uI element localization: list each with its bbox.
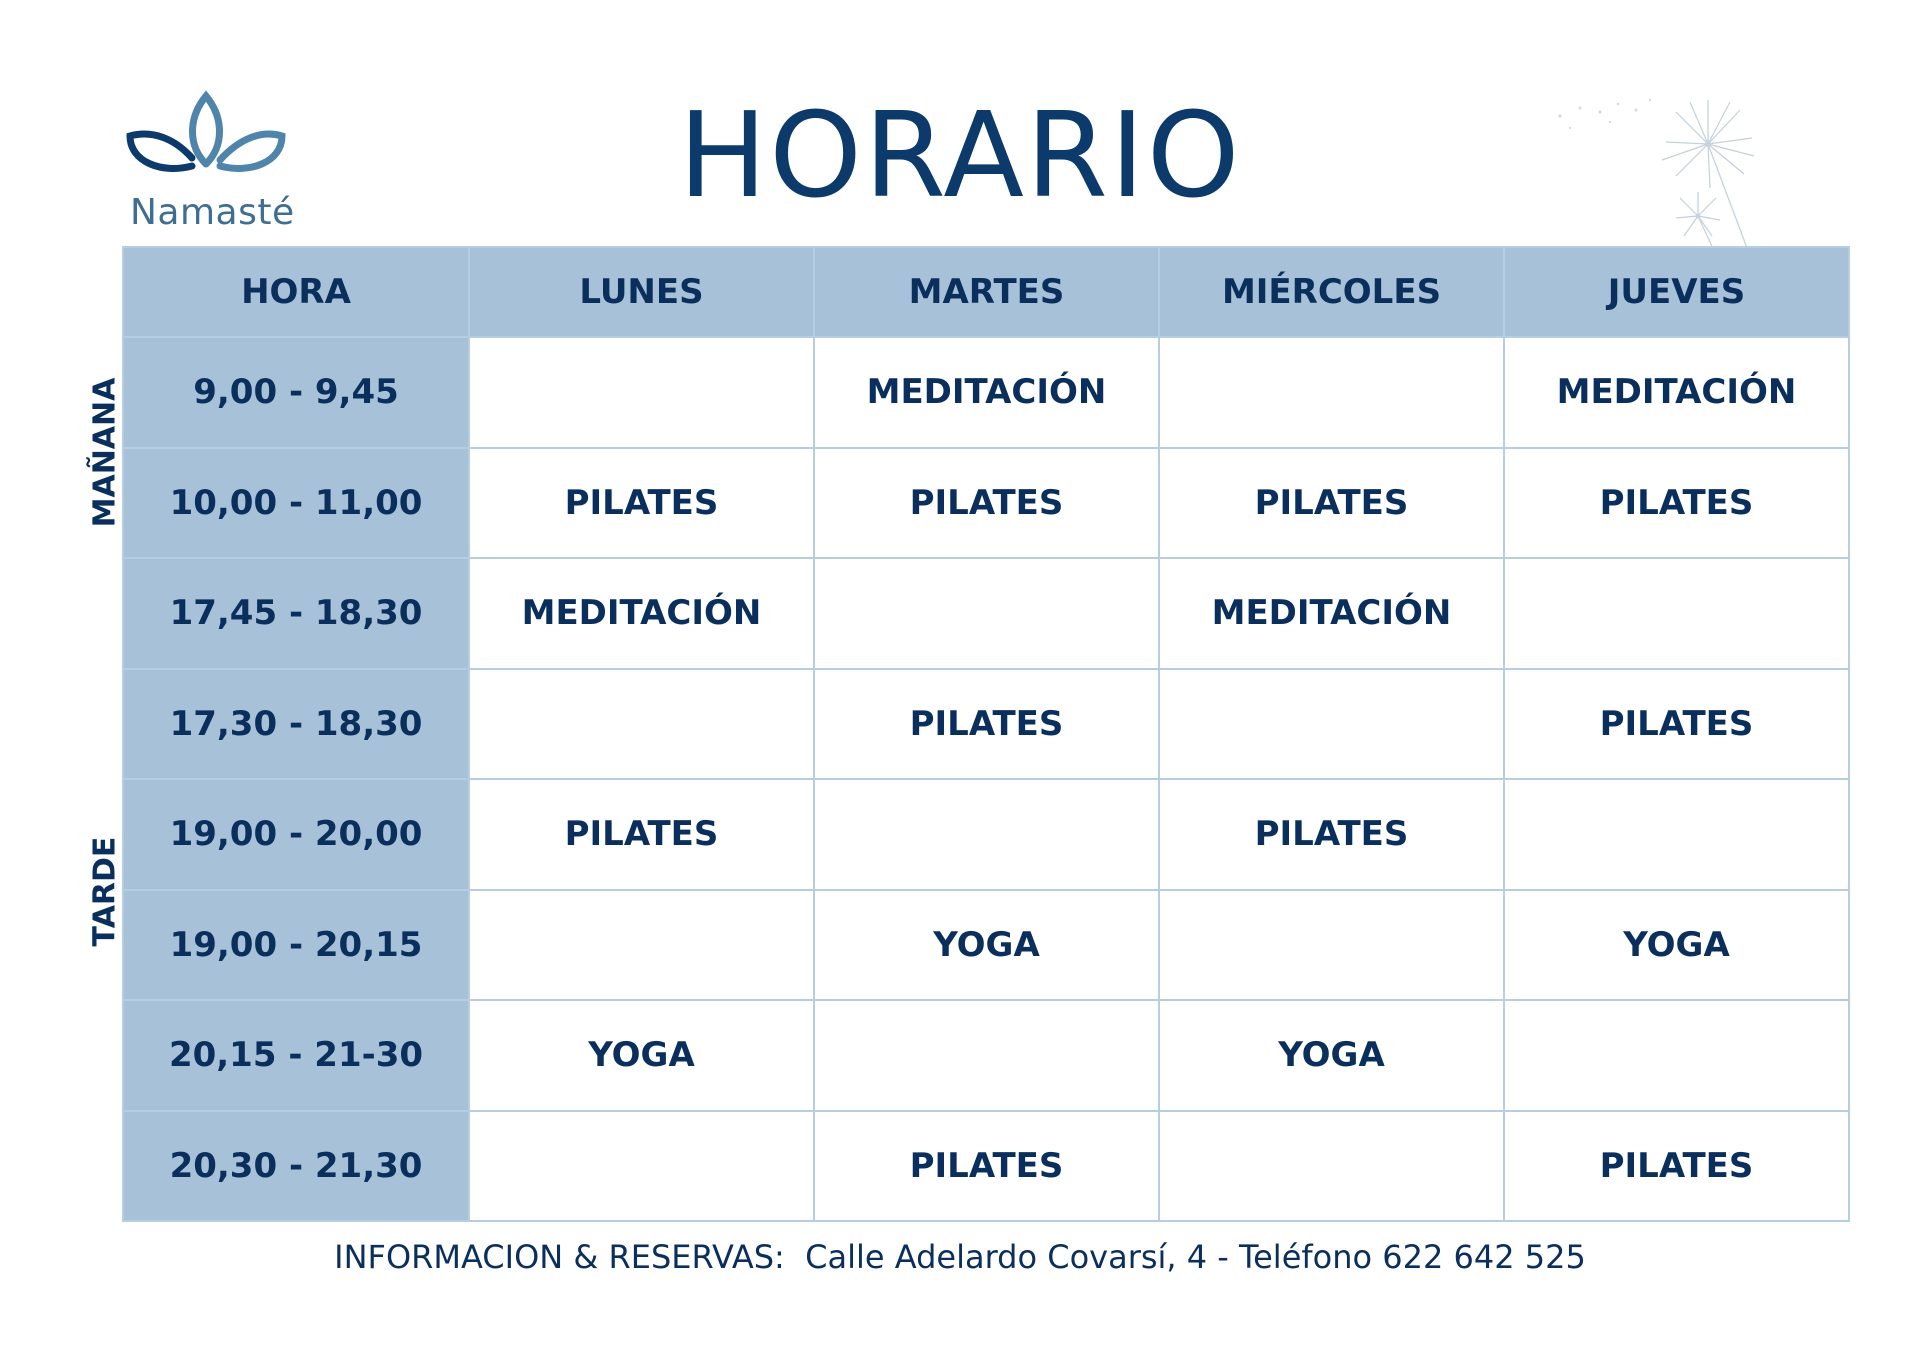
table-row: [123, 1000, 1849, 1111]
time-cell: 19,00 - 20,15: [123, 890, 469, 1001]
class-cell: PILATES: [814, 669, 1159, 780]
class-cell: PILATES: [1504, 1111, 1849, 1222]
table-row: [123, 779, 1849, 890]
schedule-table: [122, 246, 1848, 1222]
class-cell: YOGA: [1159, 1000, 1504, 1111]
class-cell: [1159, 337, 1504, 448]
class-cell: PILATES: [1504, 669, 1849, 780]
side-label-morning: MAÑANA: [87, 377, 123, 528]
class-cell: [1159, 890, 1504, 1001]
header-jueves: JUEVES: [1504, 247, 1849, 337]
class-cell: YOGA: [469, 1000, 814, 1111]
time-cell: 17,45 - 18,30: [123, 558, 469, 669]
class-cell: PILATES: [814, 448, 1159, 559]
table-row: [123, 448, 1849, 559]
header-miercoles: MIÉRCOLES: [1159, 247, 1504, 337]
class-cell: YOGA: [1504, 890, 1849, 1001]
class-cell: PILATES: [1159, 779, 1504, 890]
page-title: HORARIO: [678, 86, 1242, 224]
time-cell: 20,15 - 21-30: [123, 1000, 469, 1111]
table-row: [123, 1111, 1849, 1222]
class-cell: PILATES: [1504, 448, 1849, 559]
class-cell: [469, 669, 814, 780]
class-cell: MEDITACIÓN: [1159, 558, 1504, 669]
class-cell: PILATES: [469, 448, 814, 559]
table-row: [123, 890, 1849, 1001]
class-cell: [1159, 669, 1504, 780]
class-cell: [814, 558, 1159, 669]
class-cell: [1159, 1111, 1504, 1222]
time-cell: 17,30 - 18,30: [123, 669, 469, 780]
class-cell: MEDITACIÓN: [469, 558, 814, 669]
class-cell: MEDITACIÓN: [814, 337, 1159, 448]
class-cell: [1504, 1000, 1849, 1111]
table-row: [123, 558, 1849, 669]
time-cell: 20,30 - 21,30: [123, 1111, 469, 1222]
class-cell: MEDITACIÓN: [1504, 337, 1849, 448]
class-cell: [469, 1111, 814, 1222]
class-cell: [814, 1000, 1159, 1111]
table-row: [123, 337, 1849, 448]
time-cell: 19,00 - 20,00: [123, 779, 469, 890]
class-cell: [469, 890, 814, 1001]
class-cell: [469, 337, 814, 448]
footer-contact: INFORMACION & RESERVAS: Calle Adelardo Covarsí, 4 - Teléfono 622 642 525: [334, 1238, 1586, 1276]
class-cell: PILATES: [469, 779, 814, 890]
logo-text: Namasté: [130, 192, 295, 233]
header-lunes: LUNES: [469, 247, 814, 337]
header-martes: MARTES: [814, 247, 1159, 337]
header-row: [123, 247, 1849, 337]
table-row: [123, 669, 1849, 780]
time-cell: 9,00 - 9,45: [123, 337, 469, 448]
class-cell: YOGA: [814, 890, 1159, 1001]
side-label-afternoon: TARDE: [87, 836, 123, 947]
dandelion-icon: [1540, 88, 1780, 258]
header-hora: HORA: [123, 247, 469, 337]
class-cell: PILATES: [1159, 448, 1504, 559]
time-cell: 10,00 - 11,00: [123, 448, 469, 559]
class-cell: [1504, 779, 1849, 890]
class-cell: [814, 779, 1159, 890]
class-cell: [1504, 558, 1849, 669]
class-cell: PILATES: [814, 1111, 1159, 1222]
